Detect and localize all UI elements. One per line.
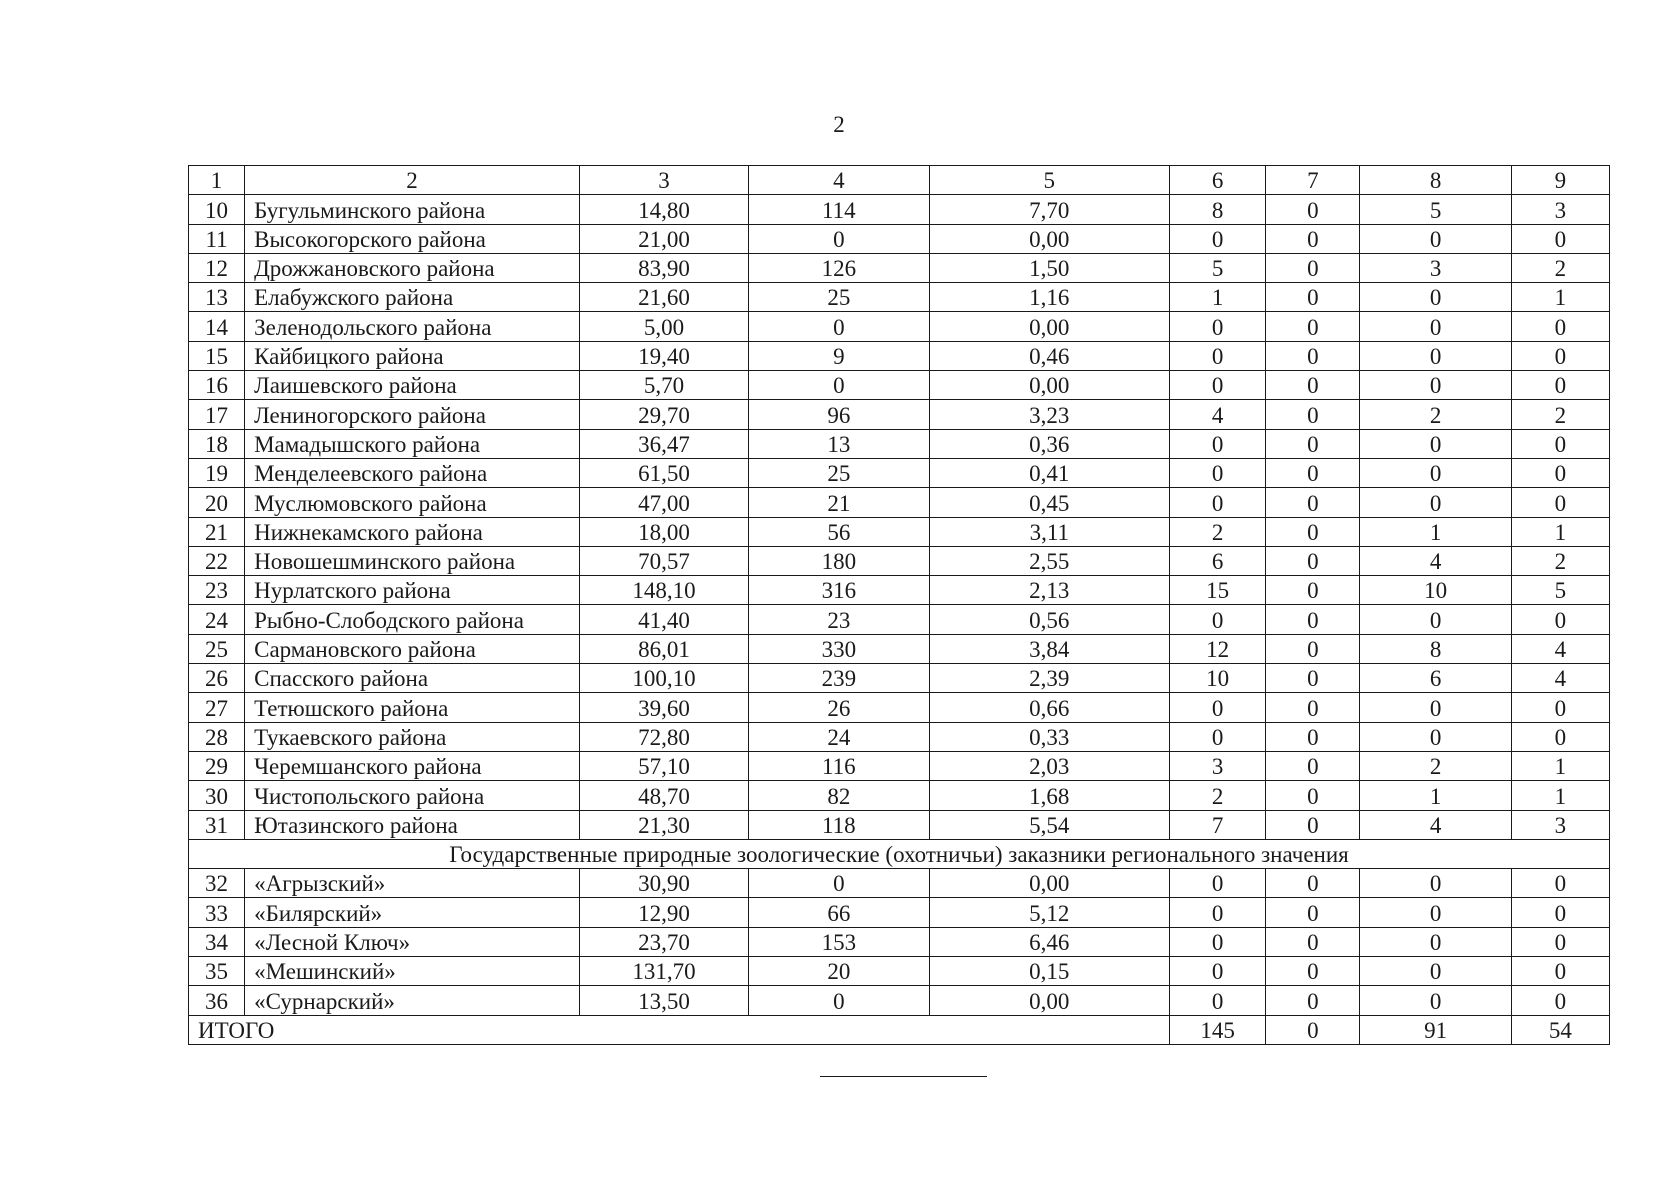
- col-3-value: 12,90: [579, 898, 748, 927]
- row-name: «Агрызский»: [245, 869, 580, 898]
- col-5-value: 0,41: [929, 458, 1170, 487]
- col-8-value: 3: [1360, 253, 1511, 282]
- column-number-6: 6: [1170, 166, 1266, 195]
- row-number: 31: [189, 810, 245, 839]
- col-6-value: 0: [1170, 927, 1266, 956]
- row-number: 27: [189, 693, 245, 722]
- col-7-value: 0: [1266, 195, 1360, 224]
- col-5-value: 2,39: [929, 664, 1170, 693]
- col-7-value: 0: [1266, 283, 1360, 312]
- table-row: [189, 751, 1610, 780]
- col-6-value: 2: [1170, 517, 1266, 546]
- row-name: Чистопольского района: [245, 781, 580, 810]
- col-4-value: 118: [749, 810, 929, 839]
- column-number-3: 3: [579, 166, 748, 195]
- table-row: [189, 312, 1610, 341]
- col-5-value: 0,56: [929, 605, 1170, 634]
- col-5-value: 0,33: [929, 722, 1170, 751]
- col-9-value: 0: [1511, 957, 1609, 986]
- col-9-value: 5: [1511, 576, 1609, 605]
- col-6-value: 0: [1170, 458, 1266, 487]
- row-name: Тукаевского района: [245, 722, 580, 751]
- col-7-value: 0: [1266, 927, 1360, 956]
- col-7-value: 0: [1266, 634, 1360, 663]
- col-6-value: 0: [1170, 986, 1266, 1015]
- row-number: 17: [189, 400, 245, 429]
- col-9-value: 1: [1511, 781, 1609, 810]
- col-7-value: 0: [1266, 458, 1360, 487]
- col-6-value: 0: [1170, 488, 1266, 517]
- col-6-value: 2: [1170, 781, 1266, 810]
- col-7-value: 0: [1266, 429, 1360, 458]
- row-name: Лениногорского района: [245, 400, 580, 429]
- district-rows: [189, 195, 1610, 840]
- col-5-value: 0,66: [929, 693, 1170, 722]
- col-4-value: 24: [749, 722, 929, 751]
- col-6-value: 0: [1170, 429, 1266, 458]
- row-name: Лаишевского района: [245, 371, 580, 400]
- col-5-value: 0,45: [929, 488, 1170, 517]
- row-number: 33: [189, 898, 245, 927]
- col-7-value: 0: [1266, 546, 1360, 575]
- row-number: 20: [189, 488, 245, 517]
- col-8-value: 2: [1360, 751, 1511, 780]
- table-row: [189, 517, 1610, 546]
- col-5-value: 0,00: [929, 869, 1170, 898]
- column-number-row: [189, 166, 1610, 195]
- col-7-value: 0: [1266, 810, 1360, 839]
- col-7-value: 0: [1266, 605, 1360, 634]
- col-4-value: 0: [749, 371, 929, 400]
- col-8-value: 0: [1360, 869, 1511, 898]
- col-4-value: 316: [749, 576, 929, 605]
- col-9-value: 3: [1511, 810, 1609, 839]
- col-8-value: 0: [1360, 371, 1511, 400]
- row-number: 35: [189, 957, 245, 986]
- col-8-value: 1: [1360, 517, 1511, 546]
- col-3-value: 41,40: [579, 605, 748, 634]
- total-col-9: 54: [1511, 1015, 1609, 1044]
- col-8-value: 1: [1360, 781, 1511, 810]
- row-name: «Мешинский»: [245, 957, 580, 986]
- col-7-value: 0: [1266, 751, 1360, 780]
- page-number: 2: [833, 112, 845, 137]
- col-9-value: 1: [1511, 751, 1609, 780]
- col-7-value: 0: [1266, 664, 1360, 693]
- row-name: Тетюшского района: [245, 693, 580, 722]
- col-8-value: 0: [1360, 986, 1511, 1015]
- row-name: Бугульминского района: [245, 195, 580, 224]
- section-header: [189, 839, 1610, 868]
- col-7-value: 0: [1266, 898, 1360, 927]
- col-4-value: 56: [749, 517, 929, 546]
- col-7-value: 0: [1266, 576, 1360, 605]
- table-row: [189, 605, 1610, 634]
- col-8-value: 0: [1360, 488, 1511, 517]
- col-8-value: 2: [1360, 400, 1511, 429]
- table-row: [189, 664, 1610, 693]
- row-name: Менделеевского района: [245, 458, 580, 487]
- col-8-value: 0: [1360, 458, 1511, 487]
- col-3-value: 19,40: [579, 341, 748, 370]
- col-4-value: 114: [749, 195, 929, 224]
- col-8-value: 0: [1360, 283, 1511, 312]
- row-number: 19: [189, 458, 245, 487]
- col-7-value: 0: [1266, 224, 1360, 253]
- section-title: Государственные природные зоологические (охотничьи) заказники регионального значения: [189, 839, 1610, 868]
- col-9-value: 0: [1511, 224, 1609, 253]
- col-3-value: 100,10: [579, 664, 748, 693]
- col-6-value: 4: [1170, 400, 1266, 429]
- col-5-value: 1,16: [929, 283, 1170, 312]
- row-number: 34: [189, 927, 245, 956]
- col-6-value: 0: [1170, 605, 1266, 634]
- col-9-value: 2: [1511, 400, 1609, 429]
- col-4-value: 0: [749, 224, 929, 253]
- col-4-value: 25: [749, 283, 929, 312]
- col-3-value: 72,80: [579, 722, 748, 751]
- col-8-value: 0: [1360, 898, 1511, 927]
- col-6-value: 12: [1170, 634, 1266, 663]
- col-6-value: 0: [1170, 371, 1266, 400]
- table-row: [189, 986, 1610, 1015]
- col-7-value: 0: [1266, 371, 1360, 400]
- table-row: [189, 224, 1610, 253]
- row-name: Ютазинского района: [245, 810, 580, 839]
- row-name: Муслюмовского района: [245, 488, 580, 517]
- table-row: [189, 957, 1610, 986]
- col-5-value: 3,11: [929, 517, 1170, 546]
- col-3-value: 5,00: [579, 312, 748, 341]
- col-9-value: 0: [1511, 722, 1609, 751]
- reserve-rows: [189, 869, 1610, 1015]
- col-9-value: 0: [1511, 986, 1609, 1015]
- table-row: [189, 634, 1610, 663]
- col-6-value: 0: [1170, 722, 1266, 751]
- col-9-value: 0: [1511, 869, 1609, 898]
- col-7-value: 0: [1266, 869, 1360, 898]
- row-number: 16: [189, 371, 245, 400]
- column-number-4: 4: [749, 166, 929, 195]
- col-7-value: 0: [1266, 693, 1360, 722]
- col-9-value: 0: [1511, 898, 1609, 927]
- col-8-value: 10: [1360, 576, 1511, 605]
- col-4-value: 330: [749, 634, 929, 663]
- table-row: [189, 810, 1610, 839]
- column-number-7: 7: [1266, 166, 1360, 195]
- col-4-value: 153: [749, 927, 929, 956]
- col-8-value: 0: [1360, 693, 1511, 722]
- col-6-value: 0: [1170, 341, 1266, 370]
- col-6-value: 0: [1170, 224, 1266, 253]
- col-7-value: 0: [1266, 957, 1360, 986]
- row-name: «Сурнарский»: [245, 986, 580, 1015]
- col-5-value: 3,23: [929, 400, 1170, 429]
- col-7-value: 0: [1266, 517, 1360, 546]
- column-number-2: 2: [245, 166, 580, 195]
- col-7-value: 0: [1266, 986, 1360, 1015]
- col-3-value: 86,01: [579, 634, 748, 663]
- col-4-value: 0: [749, 986, 929, 1015]
- col-3-value: 148,10: [579, 576, 748, 605]
- row-number: 15: [189, 341, 245, 370]
- col-8-value: 8: [1360, 634, 1511, 663]
- col-3-value: 47,00: [579, 488, 748, 517]
- col-5-value: 6,46: [929, 927, 1170, 956]
- row-name: Елабужского района: [245, 283, 580, 312]
- data-table: [188, 165, 1610, 1045]
- row-number: 21: [189, 517, 245, 546]
- col-4-value: 82: [749, 781, 929, 810]
- table-row: [189, 458, 1610, 487]
- col-5-value: 5,12: [929, 898, 1170, 927]
- row-name: Мамадышского района: [245, 429, 580, 458]
- col-6-value: 10: [1170, 664, 1266, 693]
- col-5-value: 0,00: [929, 224, 1170, 253]
- total-label: ИТОГО: [189, 1015, 1170, 1044]
- col-6-value: 0: [1170, 957, 1266, 986]
- col-5-value: 7,70: [929, 195, 1170, 224]
- row-number: 11: [189, 224, 245, 253]
- col-9-value: 1: [1511, 517, 1609, 546]
- total-row: [189, 1015, 1610, 1044]
- col-7-value: 0: [1266, 341, 1360, 370]
- col-6-value: 0: [1170, 869, 1266, 898]
- col-3-value: 13,50: [579, 986, 748, 1015]
- col-8-value: 4: [1360, 546, 1511, 575]
- col-5-value: 2,55: [929, 546, 1170, 575]
- col-7-value: 0: [1266, 722, 1360, 751]
- col-4-value: 66: [749, 898, 929, 927]
- col-6-value: 0: [1170, 312, 1266, 341]
- row-name: Дрожжановского района: [245, 253, 580, 282]
- col-5-value: 0,15: [929, 957, 1170, 986]
- table-row: [189, 722, 1610, 751]
- table-row: [189, 429, 1610, 458]
- col-3-value: 131,70: [579, 957, 748, 986]
- table-row: [189, 400, 1610, 429]
- col-9-value: 0: [1511, 371, 1609, 400]
- col-8-value: 4: [1360, 810, 1511, 839]
- col-3-value: 5,70: [579, 371, 748, 400]
- col-3-value: 36,47: [579, 429, 748, 458]
- table-row: [189, 195, 1610, 224]
- col-8-value: 5: [1360, 195, 1511, 224]
- row-number: 23: [189, 576, 245, 605]
- col-9-value: 0: [1511, 693, 1609, 722]
- table-row: [189, 488, 1610, 517]
- col-3-value: 21,00: [579, 224, 748, 253]
- col-4-value: 26: [749, 693, 929, 722]
- table-row: [189, 253, 1610, 282]
- col-4-value: 116: [749, 751, 929, 780]
- row-name: Кайбицкого района: [245, 341, 580, 370]
- row-number: 14: [189, 312, 245, 341]
- col-4-value: 21: [749, 488, 929, 517]
- table-row: [189, 869, 1610, 898]
- col-9-value: 4: [1511, 634, 1609, 663]
- total-section: [189, 1015, 1610, 1044]
- col-4-value: 9: [749, 341, 929, 370]
- row-name: Нижнекамского района: [245, 517, 580, 546]
- col-5-value: 1,50: [929, 253, 1170, 282]
- col-3-value: 23,70: [579, 927, 748, 956]
- table-row: [189, 781, 1610, 810]
- column-number-5: 5: [929, 166, 1170, 195]
- row-name: «Лесной Ключ»: [245, 927, 580, 956]
- col-9-value: 3: [1511, 195, 1609, 224]
- row-name: Высокогорского района: [245, 224, 580, 253]
- row-number: 28: [189, 722, 245, 751]
- col-8-value: 0: [1360, 927, 1511, 956]
- col-5-value: 2,03: [929, 751, 1170, 780]
- col-6-value: 1: [1170, 283, 1266, 312]
- row-number: 22: [189, 546, 245, 575]
- row-number: 12: [189, 253, 245, 282]
- col-9-value: 0: [1511, 488, 1609, 517]
- col-3-value: 83,90: [579, 253, 748, 282]
- col-3-value: 21,30: [579, 810, 748, 839]
- col-5-value: 1,68: [929, 781, 1170, 810]
- col-6-value: 0: [1170, 898, 1266, 927]
- row-name: Черемшанского района: [245, 751, 580, 780]
- col-7-value: 0: [1266, 253, 1360, 282]
- col-8-value: 0: [1360, 722, 1511, 751]
- table-row: [189, 576, 1610, 605]
- col-4-value: 180: [749, 546, 929, 575]
- row-number: 18: [189, 429, 245, 458]
- column-number-8: 8: [1360, 166, 1511, 195]
- row-name: Сармановского района: [245, 634, 580, 663]
- row-number: 36: [189, 986, 245, 1015]
- row-number: 25: [189, 634, 245, 663]
- col-9-value: 0: [1511, 429, 1609, 458]
- row-name: «Билярский»: [245, 898, 580, 927]
- col-8-value: 0: [1360, 312, 1511, 341]
- table-row: [189, 371, 1610, 400]
- col-5-value: 2,13: [929, 576, 1170, 605]
- col-5-value: 0,00: [929, 312, 1170, 341]
- col-3-value: 39,60: [579, 693, 748, 722]
- table-row: [189, 693, 1610, 722]
- total-col-7: 0: [1266, 1015, 1360, 1044]
- col-4-value: 239: [749, 664, 929, 693]
- table-row: [189, 898, 1610, 927]
- row-number: 30: [189, 781, 245, 810]
- col-6-value: 15: [1170, 576, 1266, 605]
- table-row: [189, 283, 1610, 312]
- col-3-value: 14,80: [579, 195, 748, 224]
- col-7-value: 0: [1266, 400, 1360, 429]
- col-3-value: 21,60: [579, 283, 748, 312]
- col-4-value: 23: [749, 605, 929, 634]
- col-5-value: 0,00: [929, 986, 1170, 1015]
- column-number-9: 9: [1511, 166, 1609, 195]
- col-8-value: 0: [1360, 224, 1511, 253]
- col-3-value: 57,10: [579, 751, 748, 780]
- col-5-value: 0,46: [929, 341, 1170, 370]
- col-5-value: 5,54: [929, 810, 1170, 839]
- col-5-value: 0,00: [929, 371, 1170, 400]
- col-9-value: 1: [1511, 283, 1609, 312]
- col-3-value: 29,70: [579, 400, 748, 429]
- col-6-value: 7: [1170, 810, 1266, 839]
- row-number: 24: [189, 605, 245, 634]
- col-3-value: 70,57: [579, 546, 748, 575]
- col-9-value: 0: [1511, 458, 1609, 487]
- col-3-value: 48,70: [579, 781, 748, 810]
- col-3-value: 61,50: [579, 458, 748, 487]
- col-4-value: 96: [749, 400, 929, 429]
- col-6-value: 5: [1170, 253, 1266, 282]
- col-3-value: 18,00: [579, 517, 748, 546]
- col-9-value: 2: [1511, 546, 1609, 575]
- col-6-value: 3: [1170, 751, 1266, 780]
- col-9-value: 4: [1511, 664, 1609, 693]
- row-number: 10: [189, 195, 245, 224]
- row-name: Новошешминского района: [245, 546, 580, 575]
- total-col-8: 91: [1360, 1015, 1511, 1044]
- row-name: Нурлатского района: [245, 576, 580, 605]
- table-row: [189, 546, 1610, 575]
- col-4-value: 25: [749, 458, 929, 487]
- row-name: Спасского района: [245, 664, 580, 693]
- col-4-value: 0: [749, 312, 929, 341]
- col-9-value: 0: [1511, 927, 1609, 956]
- table-row: [189, 927, 1610, 956]
- col-4-value: 126: [749, 253, 929, 282]
- end-divider-line: [820, 1076, 987, 1077]
- col-6-value: 6: [1170, 546, 1266, 575]
- row-number: 29: [189, 751, 245, 780]
- col-6-value: 8: [1170, 195, 1266, 224]
- column-number-1: 1: [189, 166, 245, 195]
- col-9-value: 0: [1511, 312, 1609, 341]
- col-7-value: 0: [1266, 488, 1360, 517]
- col-9-value: 0: [1511, 605, 1609, 634]
- col-5-value: 0,36: [929, 429, 1170, 458]
- table-row: [189, 341, 1610, 370]
- col-4-value: 13: [749, 429, 929, 458]
- col-5-value: 3,84: [929, 634, 1170, 663]
- col-4-value: 20: [749, 957, 929, 986]
- col-8-value: 0: [1360, 957, 1511, 986]
- col-8-value: 0: [1360, 429, 1511, 458]
- col-8-value: 0: [1360, 605, 1511, 634]
- row-number: 32: [189, 869, 245, 898]
- row-number: 26: [189, 664, 245, 693]
- row-name: Рыбно-Слободского района: [245, 605, 580, 634]
- row-number: 13: [189, 283, 245, 312]
- col-9-value: 2: [1511, 253, 1609, 282]
- col-3-value: 30,90: [579, 869, 748, 898]
- col-8-value: 6: [1360, 664, 1511, 693]
- section-row: [189, 839, 1610, 868]
- total-col-6: 145: [1170, 1015, 1266, 1044]
- col-9-value: 0: [1511, 341, 1609, 370]
- col-4-value: 0: [749, 869, 929, 898]
- col-6-value: 0: [1170, 693, 1266, 722]
- col-7-value: 0: [1266, 312, 1360, 341]
- col-8-value: 0: [1360, 341, 1511, 370]
- col-7-value: 0: [1266, 781, 1360, 810]
- row-name: Зеленодольского района: [245, 312, 580, 341]
